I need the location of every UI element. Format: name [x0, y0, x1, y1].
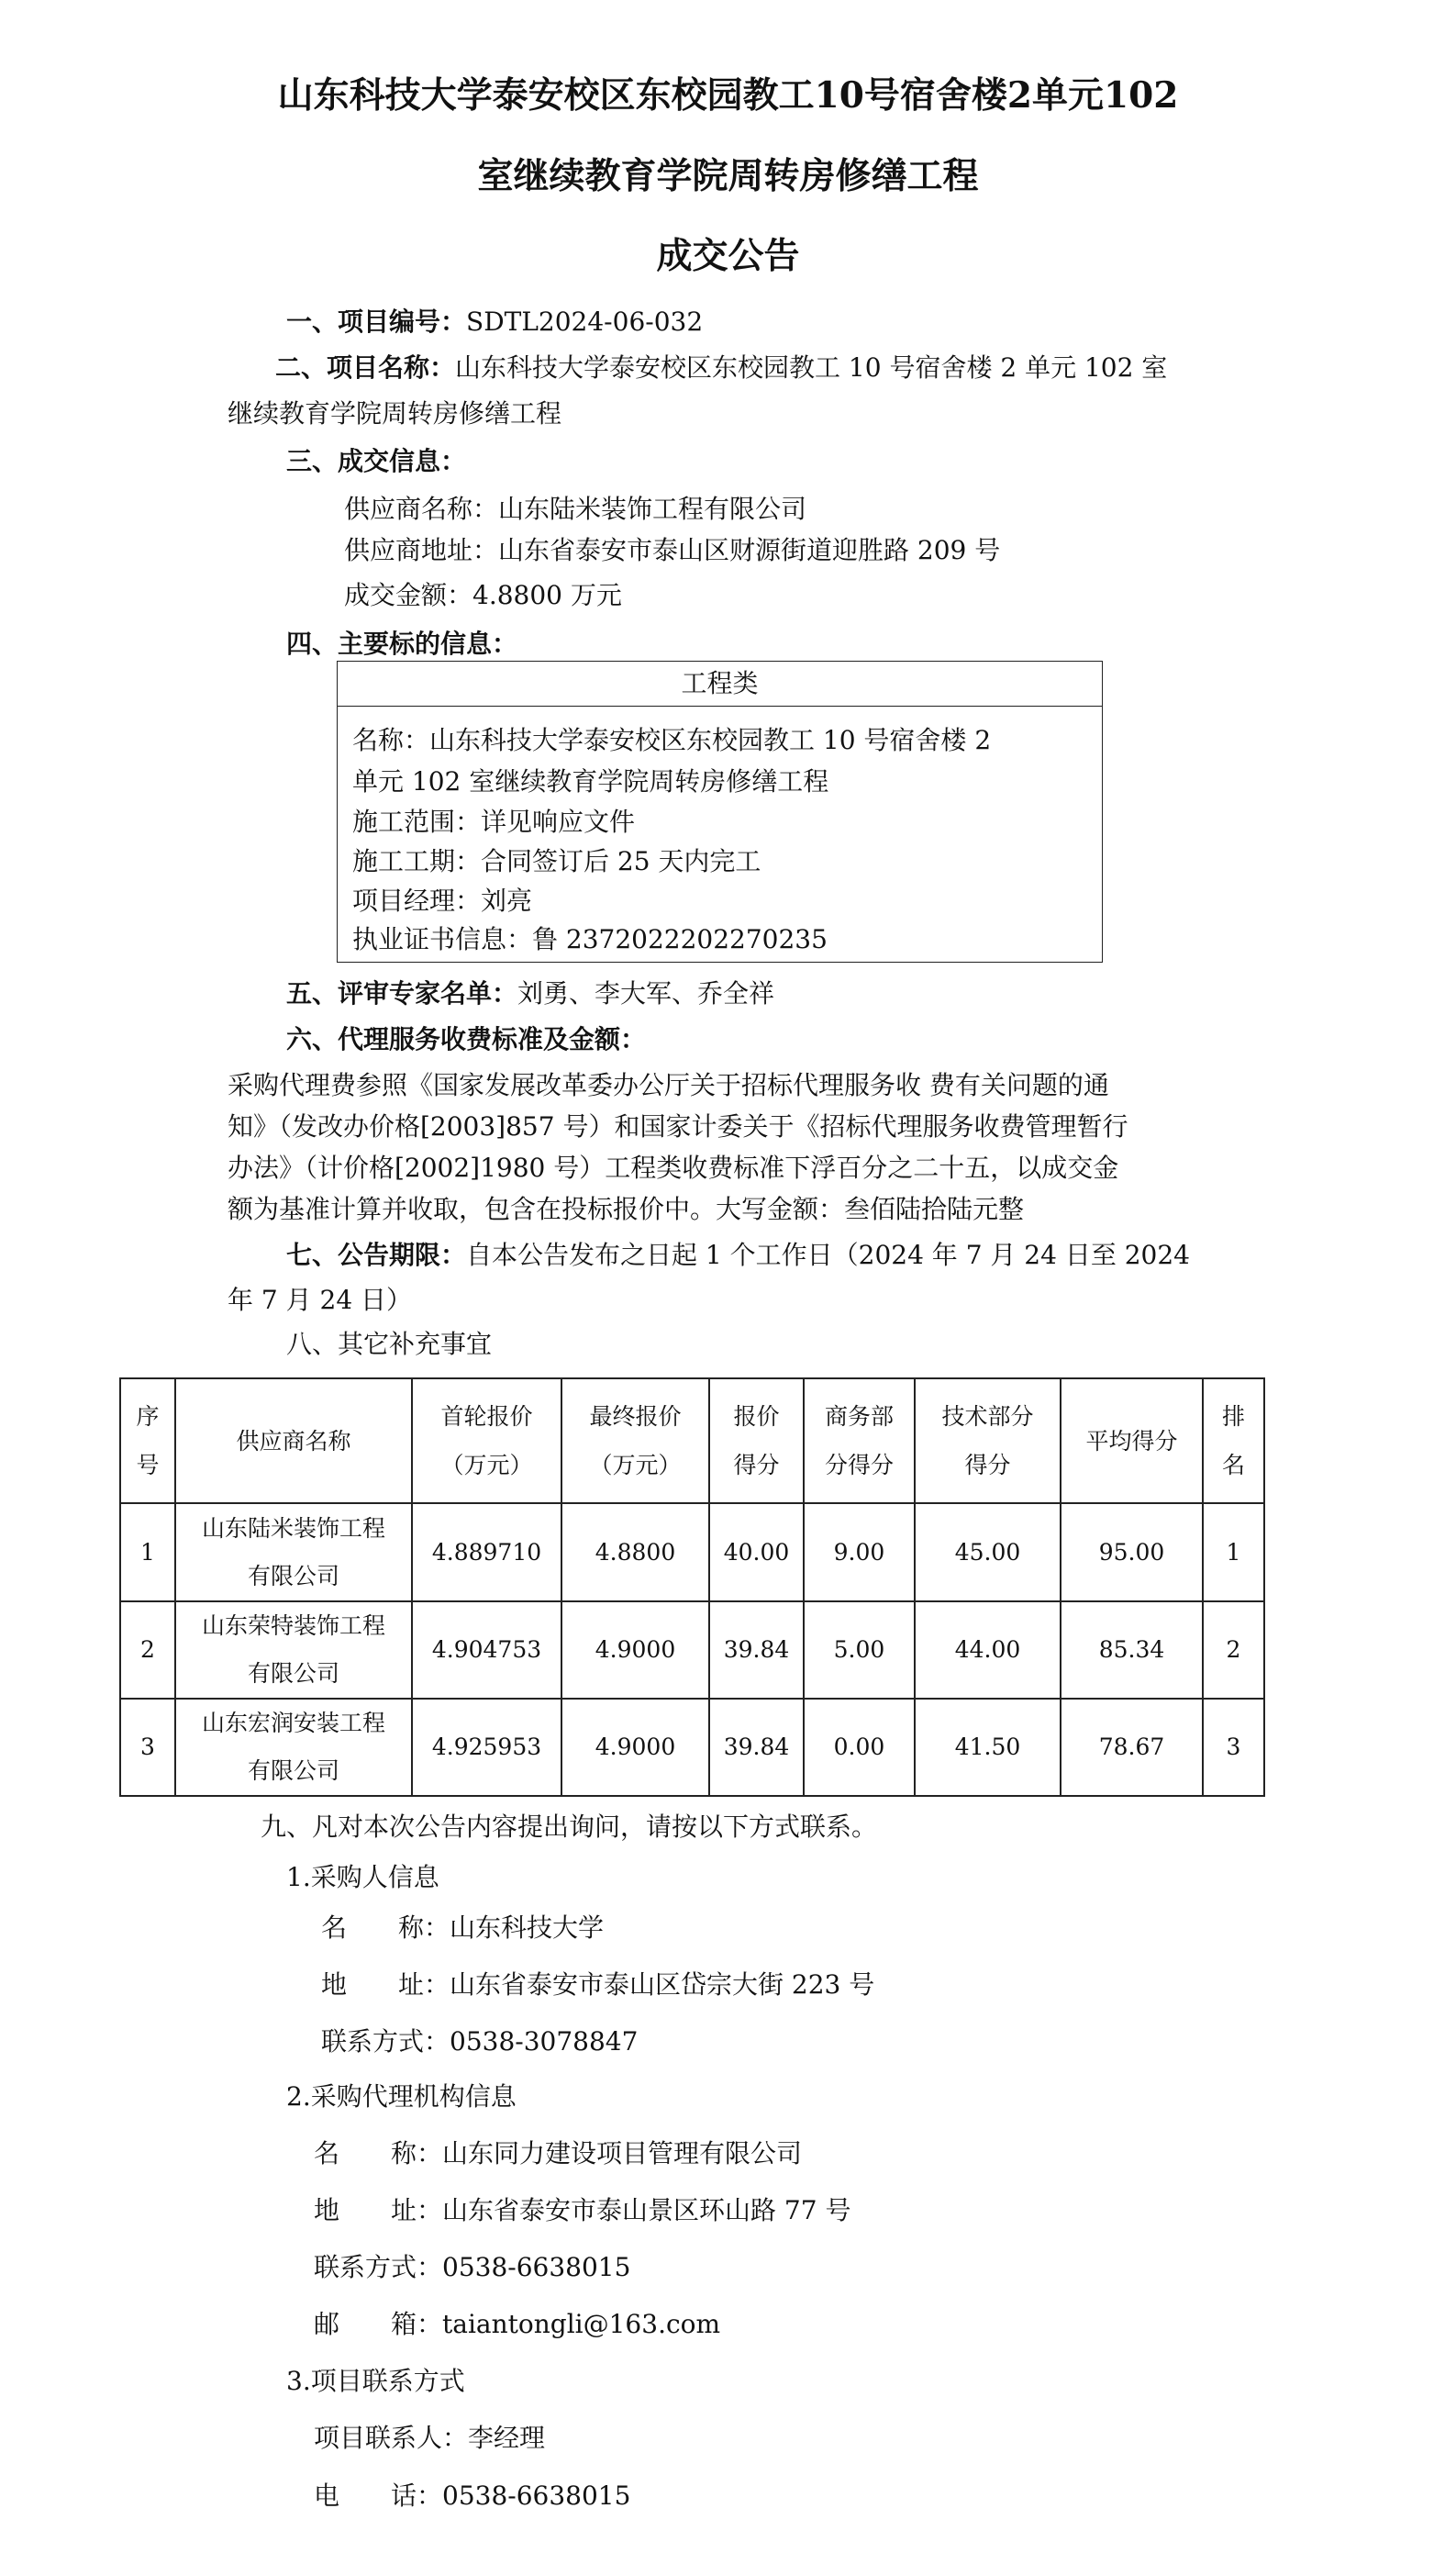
subject-name-line-2: 单元 102 室继续教育学院周转房修缮工程: [352, 766, 829, 797]
section-label: 二、项目名称：: [275, 352, 456, 383]
header-price-score: 报价 得分: [709, 1378, 804, 1503]
agency-name: 名 称：山东同力建设项目管理有限公司: [314, 2138, 803, 2168]
cell-first-quote: 4.889710: [412, 1503, 561, 1601]
section-deal-info-label: 三、成交信息：: [286, 446, 467, 476]
cell-price-score: 39.84: [709, 1699, 804, 1796]
subject-info-box: [337, 661, 1103, 963]
header-first-quote: 首轮报价 （万元）: [412, 1378, 561, 1503]
section-label: 一、项目编号：: [286, 307, 467, 337]
project-name-line-2: 继续教育学院周转房修缮工程: [228, 398, 562, 429]
subject-name-line-1: 名称：山东科技大学泰安校区东校园教工 10 号宿舍楼 2: [352, 725, 992, 755]
buyer-address: 地 址：山东省泰安市泰山区岱宗大街 223 号: [321, 1969, 875, 2000]
cell-final-quote: 4.9000: [561, 1699, 709, 1796]
section-experts: [286, 977, 774, 1010]
project-contact-phone: 电 话：0538-6638015: [314, 2481, 631, 2511]
cell-seq: 1: [120, 1503, 175, 1601]
section-announcement-period: [286, 1239, 1190, 1272]
cell-price-score: 39.84: [709, 1601, 804, 1699]
header-supplier: 供应商名称: [175, 1378, 412, 1503]
title-line-3: 成交公告: [656, 235, 800, 277]
project-contact-person: 项目联系人：李经理: [314, 2423, 546, 2453]
agency-heading: 2.采购代理机构信息: [286, 2081, 517, 2112]
cell-tech-score: 45.00: [915, 1503, 1061, 1601]
header-seq: 序 号: [120, 1378, 175, 1503]
construction-scope: 施工范围：详见响应文件: [352, 807, 636, 837]
cell-seq: 2: [120, 1601, 175, 1699]
cell-average-score: 85.34: [1061, 1601, 1203, 1699]
section-agency-fee-label: 六、代理服务收费标准及金额：: [286, 1024, 647, 1054]
score-table: [119, 1377, 1265, 1797]
announcement-period-line-1: 自本公告发布之日起 1 个工作日（2024 年 7 月 24 日至 2024: [466, 1240, 1190, 1270]
section-label: 五、评审专家名单：: [286, 978, 518, 1009]
cell-business-score: 0.00: [804, 1699, 915, 1796]
agency-fee-line-4: 额为基准计算并收取，包含在投标报价中。大写金额：叁佰陆拾陆元整: [228, 1194, 1025, 1224]
buyer-phone: 联系方式：0538-3078847: [321, 2026, 639, 2057]
header-rank: 排 名: [1203, 1378, 1264, 1503]
expert-names: 刘勇、李大军、乔全祥: [517, 978, 775, 1009]
cell-average-score: 78.67: [1061, 1699, 1203, 1796]
announcement-period-line-2: 年 7 月 24 日）: [228, 1285, 413, 1315]
agency-fee-line-1: 采购代理费参照《国家发展改革委办公厅关于招标代理服务收 费有关问题的通: [228, 1070, 1109, 1100]
header-final-quote: 最终报价 （万元）: [561, 1378, 709, 1503]
agency-email: 邮 箱：taiantongli@163.com: [314, 2309, 721, 2339]
subject-box-header: 工程类: [338, 662, 1102, 707]
agency-fee-line-2: 知》（发改办价格[2003]857 号）和国家计委关于《招标代理服务收费管理暂行: [228, 1111, 1128, 1142]
cell-average-score: 95.00: [1061, 1503, 1203, 1601]
cell-rank: 2: [1203, 1601, 1264, 1699]
title-line-2: 室继续教育学院周转房修缮工程: [477, 155, 979, 197]
cell-first-quote: 4.925953: [412, 1699, 561, 1796]
deal-amount: 成交金额：4.8800 万元: [344, 580, 622, 610]
supplier-address: 供应商地址：山东省泰安市泰山区财源街道迎胜路 209 号: [344, 535, 1001, 565]
cell-supplier: 山东陆米装饰工程 有限公司: [175, 1503, 412, 1601]
agency-address: 地 址：山东省泰安市泰山景区环山路 77 号: [314, 2195, 851, 2225]
construction-period: 施工工期：合同签订后 25 天内完工: [352, 846, 761, 876]
buyer-name: 名 称：山东科技大学: [321, 1912, 605, 1943]
section-subject-info-label: 四、主要标的信息：: [286, 629, 518, 659]
project-manager: 项目经理：刘亮: [352, 886, 533, 916]
agency-fee-line-3: 办法》（计价格[2002]1980 号）工程类收费标准下浮百分之二十五，以成交金: [228, 1153, 1119, 1183]
table-header-row: [120, 1378, 1264, 1503]
section-label: 七、公告期限：: [286, 1240, 467, 1270]
supplier-name: 供应商名称：山东陆米装饰工程有限公司: [344, 494, 807, 524]
project-name-line-1: 山东科技大学泰安校区东校园教工 10 号宿舍楼 2 单元 102 室: [455, 352, 1168, 383]
section-project-name: [275, 351, 1167, 385]
cell-supplier: 山东宏润安装工程 有限公司: [175, 1699, 412, 1796]
table-row: [120, 1601, 1264, 1699]
cell-rank: 1: [1203, 1503, 1264, 1601]
section-project-number: [286, 306, 703, 339]
cell-supplier: 山东荣特装饰工程 有限公司: [175, 1601, 412, 1699]
title-line-1: 山东科技大学泰安校区东校园教工10号宿舍楼2单元102: [277, 74, 1179, 117]
cell-final-quote: 4.8800: [561, 1503, 709, 1601]
table-row: [120, 1503, 1264, 1601]
cell-tech-score: 41.50: [915, 1699, 1061, 1796]
cell-tech-score: 44.00: [915, 1601, 1061, 1699]
header-tech-score: 技术部分 得分: [915, 1378, 1061, 1503]
table-row: [120, 1699, 1264, 1796]
header-business-score: 商务部 分得分: [804, 1378, 915, 1503]
cell-seq: 3: [120, 1699, 175, 1796]
section-contact-label: 九、凡对本次公告内容提出询问，请按以下方式联系。: [261, 1812, 878, 1842]
cell-business-score: 5.00: [804, 1601, 915, 1699]
cell-business-score: 9.00: [804, 1503, 915, 1601]
license-info: 执业证书信息：鲁 2372022202270235: [352, 924, 828, 954]
header-average-score: 平均得分: [1061, 1378, 1203, 1503]
buyer-heading: 1.采购人信息: [286, 1862, 439, 1892]
section-other-matters: 八、其它补充事宜: [286, 1329, 493, 1359]
cell-final-quote: 4.9000: [561, 1601, 709, 1699]
cell-price-score: 40.00: [709, 1503, 804, 1601]
project-number: SDTL2024-06-032: [466, 307, 704, 337]
project-contact-heading: 3.项目联系方式: [286, 2366, 465, 2396]
agency-phone: 联系方式：0538-6638015: [314, 2252, 631, 2282]
cell-first-quote: 4.904753: [412, 1601, 561, 1699]
cell-rank: 3: [1203, 1699, 1264, 1796]
